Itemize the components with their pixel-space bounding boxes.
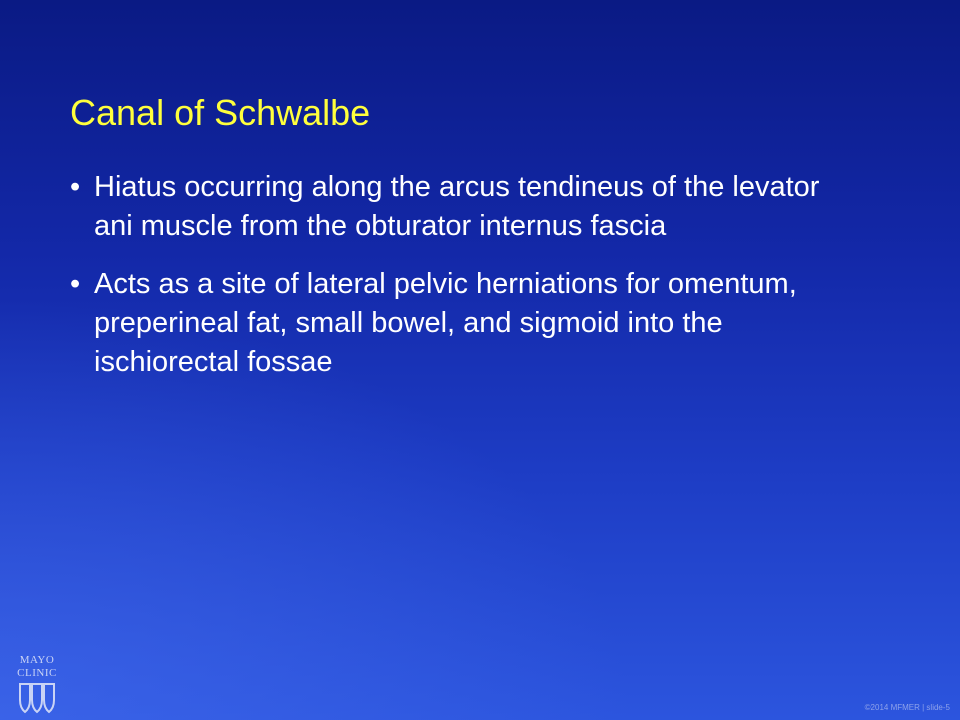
- bullet-list: [70, 168, 860, 401]
- footer-copyright: ©2014 MFMER | slide-5: [864, 703, 950, 712]
- slide-title: Canal of Schwalbe: [70, 92, 371, 133]
- logo-text-clinic: CLINIC: [17, 667, 57, 679]
- mayo-clinic-logo: [12, 654, 62, 716]
- bullet-dot-icon: •: [70, 171, 81, 203]
- bullet-item-2: [70, 265, 860, 382]
- shield-icon: [18, 682, 56, 714]
- bullet-text: Acts as a site of lateral pelvic herniations for omentum, preperineal fat, small bowel, and sigmoid into the ischiorectal fossae: [94, 268, 797, 378]
- bullet-item-1: [70, 168, 860, 246]
- logo-text-mayo: MAYO: [19, 654, 55, 666]
- bullet-dot-icon: •: [70, 268, 81, 300]
- bullet-text: Hiatus occurring along the arcus tendineus of the levator ani muscle from the obturator internus fascia: [94, 171, 820, 242]
